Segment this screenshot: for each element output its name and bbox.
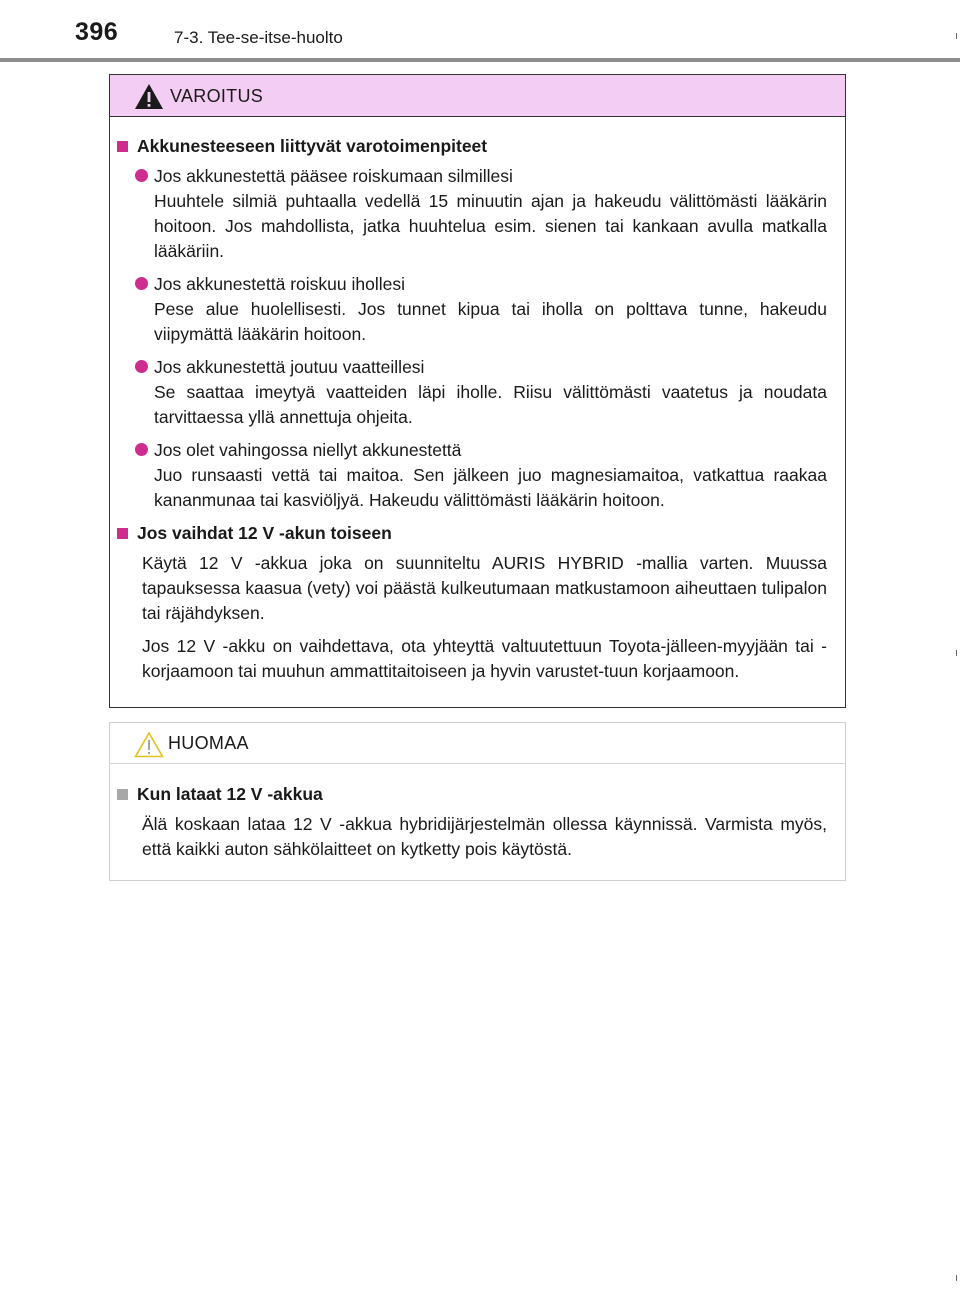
warning-triangle-icon	[134, 83, 164, 110]
list-item	[117, 272, 827, 347]
warning-body	[110, 117, 845, 684]
notice-header	[110, 723, 845, 764]
section-title: 7-3. Tee-se-itse-huolto	[174, 28, 343, 47]
header-rule	[0, 58, 960, 62]
caution-outline-triangle-icon	[134, 731, 164, 758]
square-bullet-icon	[117, 789, 128, 800]
warning-box	[109, 74, 846, 708]
list-item-text: Pese alue huolellisesti. Jos tunnet kipua tai iholla on polttava tunne, hakeudu viipymättä lääkärin hoitoon.	[154, 299, 827, 344]
round-bullet-icon	[135, 360, 148, 373]
section-heading	[117, 782, 827, 806]
page-number: 396	[75, 18, 119, 46]
crop-mark	[956, 1275, 957, 1281]
paragraph: Älä koskaan lataa 12 V -akkua hybridijärjestelmän ollessa käynnissä. Varmista myös, että kaikki auton sähkölaitteet on kytketty pois käytöstä.	[142, 814, 827, 859]
round-bullet-icon	[135, 443, 148, 456]
list-item	[117, 164, 827, 264]
list-item-text: Juo runsaasti vettä tai maitoa. Sen jälkeen juo magnesiamaitoa, vatkattua raakaa kananmunaa tai kasviöljyä. Hakeudu välittömästi lääkärin hoitoon.	[154, 465, 827, 510]
list-item-title: Jos akkunestettä joutuu vaatteillesi	[154, 357, 425, 377]
section-heading-text: Jos vaihdat 12 V -akun toiseen	[137, 523, 392, 543]
section-heading	[117, 134, 827, 158]
list-item-title: Jos akkunestettä roiskuu ihollesi	[154, 274, 405, 294]
notice-body	[110, 764, 845, 862]
paragraph: Jos 12 V -akku on vaihdettava, ota yhteyttä valtuutettuun Toyota-jälleen-myyjään tai -korjaamoon tai muuhun ammattitaitoiseen ja hyvin varustet-tuun korjaamoon.	[142, 636, 827, 681]
section-heading-text: Akkunesteeseen liittyvät varotoimenpiteet	[137, 136, 488, 156]
round-bullet-icon	[135, 277, 148, 290]
round-bullet-icon	[135, 169, 148, 182]
notice-title: HUOMAA	[168, 733, 249, 753]
list-item	[117, 438, 827, 513]
list-item	[117, 355, 827, 430]
list-item-text: Huuhtele silmiä puhtaalla vedellä 15 minuutin ajan ja hakeudu välittömästi lääkärin hoitoon. Jos mahdollista, jatka huuhtelua esim. sienen tai kankaan avulla matkalla lääkäriin.	[154, 191, 827, 261]
warning-title: VAROITUS	[170, 86, 264, 106]
square-bullet-icon	[117, 141, 128, 152]
section-heading-text: Kun lataat 12 V -akkua	[137, 784, 323, 804]
paragraph: Käytä 12 V -akkua joka on suunniteltu AURIS HYBRID -mallia varten. Muussa tapauksessa kaasua (vety) voi päästä kulkeutumaan matkustamoon aiheuttaen tulipalon tai räjähdyksen.	[142, 553, 827, 623]
section-heading	[117, 521, 827, 545]
notice-box	[109, 722, 846, 881]
list-item-title: Jos akkunestettä pääsee roiskumaan silmillesi	[154, 166, 513, 186]
square-bullet-icon	[117, 528, 128, 539]
warning-header	[110, 75, 845, 117]
crop-mark	[956, 650, 957, 656]
crop-mark	[956, 33, 957, 39]
list-item-title: Jos olet vahingossa niellyt akkunestettä	[154, 440, 462, 460]
list-item-text: Se saattaa imeytyä vaatteiden läpi iholle. Riisu välittömästi vaatetus ja noudata tarvittaessa yllä annettuja ohjeita.	[154, 382, 827, 427]
